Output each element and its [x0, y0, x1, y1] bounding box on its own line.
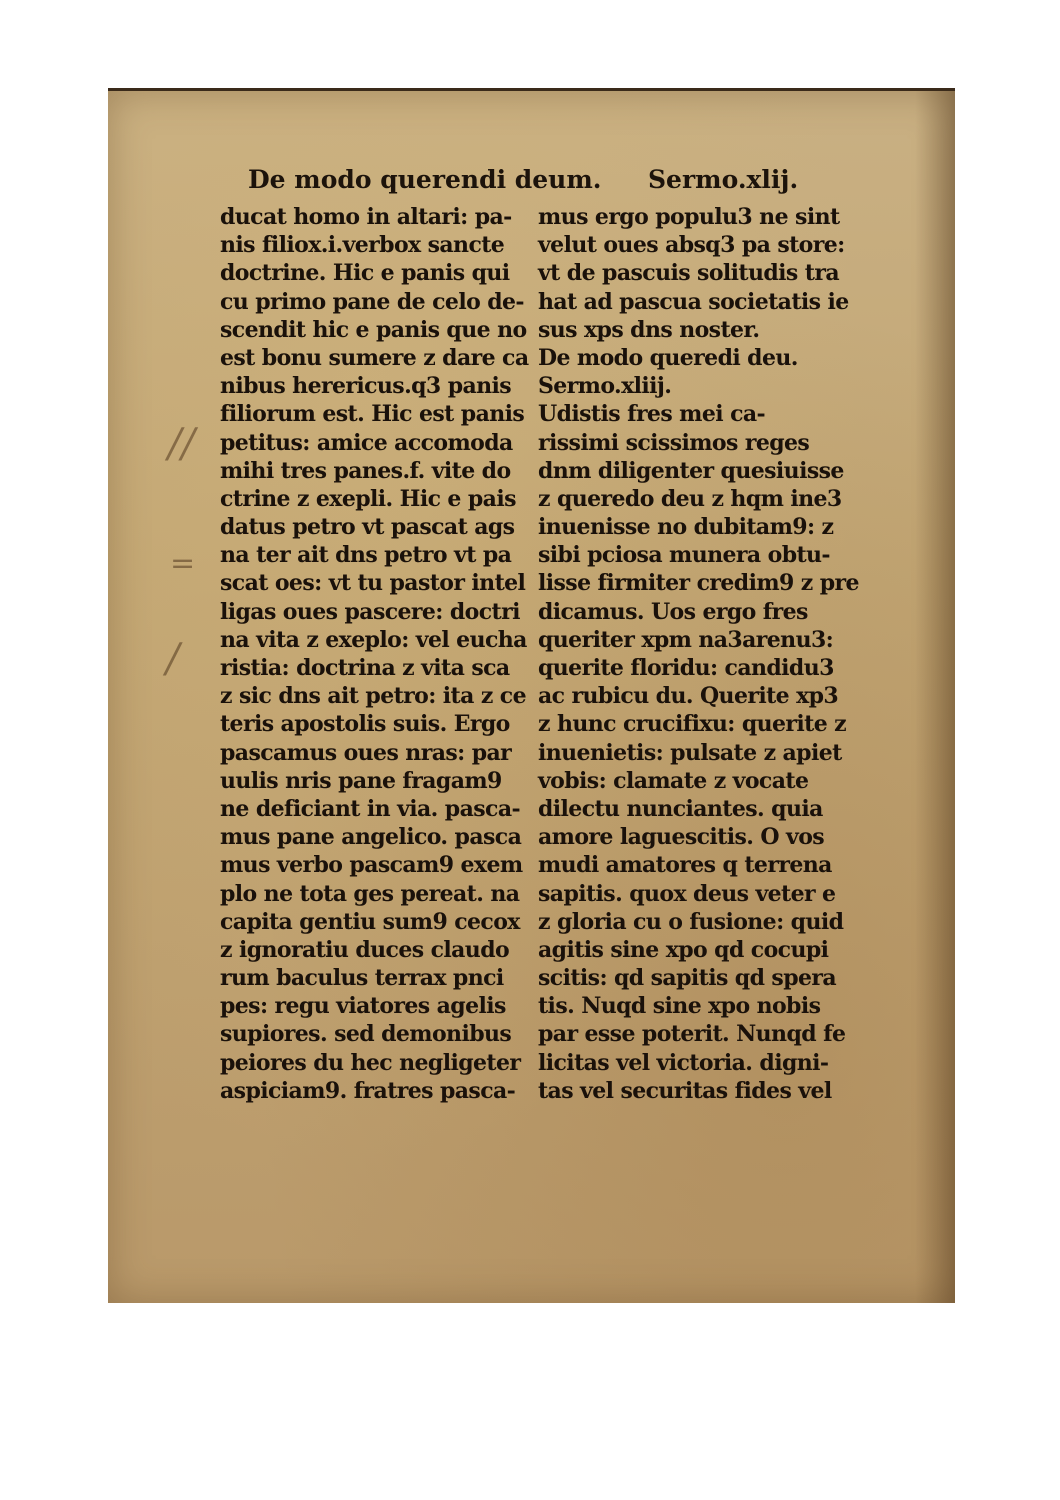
text-column-right [538, 203, 859, 1105]
text-line: ctrine z exepli. Hic e pais [220, 485, 516, 512]
text-line: ristia: doctrina z vita sca [220, 655, 510, 681]
text-line: licitas vel victoria. digni- [538, 1049, 829, 1076]
text-line: petitus: amice accomoda [220, 429, 513, 456]
text-line: inuenisse no dubitam9: z [538, 514, 834, 541]
text-line: teris apostolis suis. Ergo [220, 711, 510, 738]
text-line: mudi amatores q terrena [538, 852, 832, 879]
text-line: rissimi scissimos reges [538, 429, 810, 456]
text-line: mus pane angelico. pasca [220, 824, 522, 851]
text-line: ducat homo in altari: pa- [220, 204, 512, 230]
text-line: sapitis. quox deus veter e [538, 880, 836, 907]
header-title: De modo querendi deum. [248, 165, 602, 194]
text-line: amore laguescitis. O vos [538, 824, 825, 851]
text-line: De modo queredi deu. [538, 344, 798, 371]
text-column-left [220, 203, 529, 1105]
text-line: ac rubicu du. Querite xp3 [538, 683, 839, 710]
text-line: querite floridu: candidu3 [538, 655, 834, 681]
text-line: doctrine. Hic e panis qui [220, 260, 510, 287]
text-line: vobis: clamate z vocate [538, 767, 809, 794]
text-line: pes: regu viatores agelis [220, 993, 506, 1020]
text-line: par esse poterit. Nunqd fe [538, 1021, 846, 1048]
text-line: nis filiox.i.verbox sancte [220, 232, 505, 259]
text-line: scat oes: vt tu pastor intel [220, 570, 526, 597]
text-line: est bonu sumere z dare ca [220, 344, 529, 371]
text-line: aspiciam9. fratres pasca- [220, 1077, 516, 1104]
text-line: scitis: qd sapitis qd spera [538, 965, 837, 992]
marginal-annotation-mark: = [170, 546, 196, 581]
marginal-annotation-mark: / [166, 636, 180, 682]
text-line: cu primo pane de celo de- [220, 288, 524, 315]
text-line: mihi tres panes.f. vite do [220, 457, 511, 484]
text-line: z hunc crucifixu: querite z [538, 711, 847, 738]
text-line: plo ne tota ges pereat. na [220, 880, 520, 907]
page-edge-shadow [915, 91, 955, 1303]
text-line: z gloria cu o fusione: quid [538, 908, 844, 935]
running-header [248, 165, 868, 205]
text-line: na ter ait dns petro vt pa [220, 542, 512, 569]
text-line: pascamus oues nras: par [220, 739, 512, 766]
text-line: sibi pciosa munera obtu- [538, 542, 830, 569]
text-line: dilectu nunciantes. quia [538, 795, 823, 822]
text-line: velut oues absq3 pa store: [538, 232, 845, 259]
text-line: datus petro vt pascat ags [220, 514, 515, 541]
text-line: filiorum est. Hic est panis [220, 401, 525, 428]
text-line: na vita z exeplo: vel eucha [220, 626, 527, 653]
text-line: rum baculus terrax pnci [220, 965, 504, 992]
manuscript-page [108, 88, 955, 1303]
text-line: agitis sine xpo qd cocupi [538, 936, 829, 963]
text-line: scendit hic e panis que no [220, 316, 527, 343]
text-line: tas vel securitas fides vel [538, 1077, 832, 1104]
text-line: Udistis fres mei ca- [538, 401, 766, 428]
text-line: supiores. sed demonibus [220, 1021, 512, 1048]
text-line: sus xps dns noster. [538, 316, 760, 343]
text-line: z queredo deu z hqm ine3 [538, 485, 842, 512]
text-line: z sic dns ait petro: ita z ce [220, 683, 526, 710]
text-line: capita gentiu sum9 cecox [220, 908, 520, 935]
text-line: uulis nris pane fragam9 [220, 767, 502, 794]
text-line: ne deficiant in via. pasca- [220, 795, 521, 822]
text-line: dnm diligenter quesiuisse [538, 457, 844, 484]
marginal-annotation-mark: // [168, 421, 195, 467]
text-line: z ignoratiu duces claudo [220, 936, 510, 963]
text-line: Sermo.xliij. [538, 373, 672, 400]
text-line: dicamus. Uos ergo fres [538, 598, 808, 625]
text-line: tis. Nuqd sine xpo nobis [538, 993, 821, 1020]
text-line: lisse firmiter credim9 z pre [538, 570, 859, 597]
text-line: nibus herericus.q3 panis [220, 373, 512, 400]
text-line: peiores du hec negligeter [220, 1049, 521, 1076]
text-line: hat ad pascua societatis ie [538, 288, 849, 315]
text-line: queriter xpm na3arenu3: [538, 626, 834, 653]
text-line: ligas oues pascere: doctri [220, 598, 520, 625]
header-sermon-number: Sermo.xlij. [648, 165, 799, 194]
text-line: mus verbo pascam9 exem [220, 852, 523, 879]
text-line: vt de pascuis solitudis tra [538, 260, 839, 287]
text-line: inuenietis: pulsate z apiet [538, 739, 842, 766]
text-line: mus ergo populu3 ne sint [538, 204, 840, 230]
